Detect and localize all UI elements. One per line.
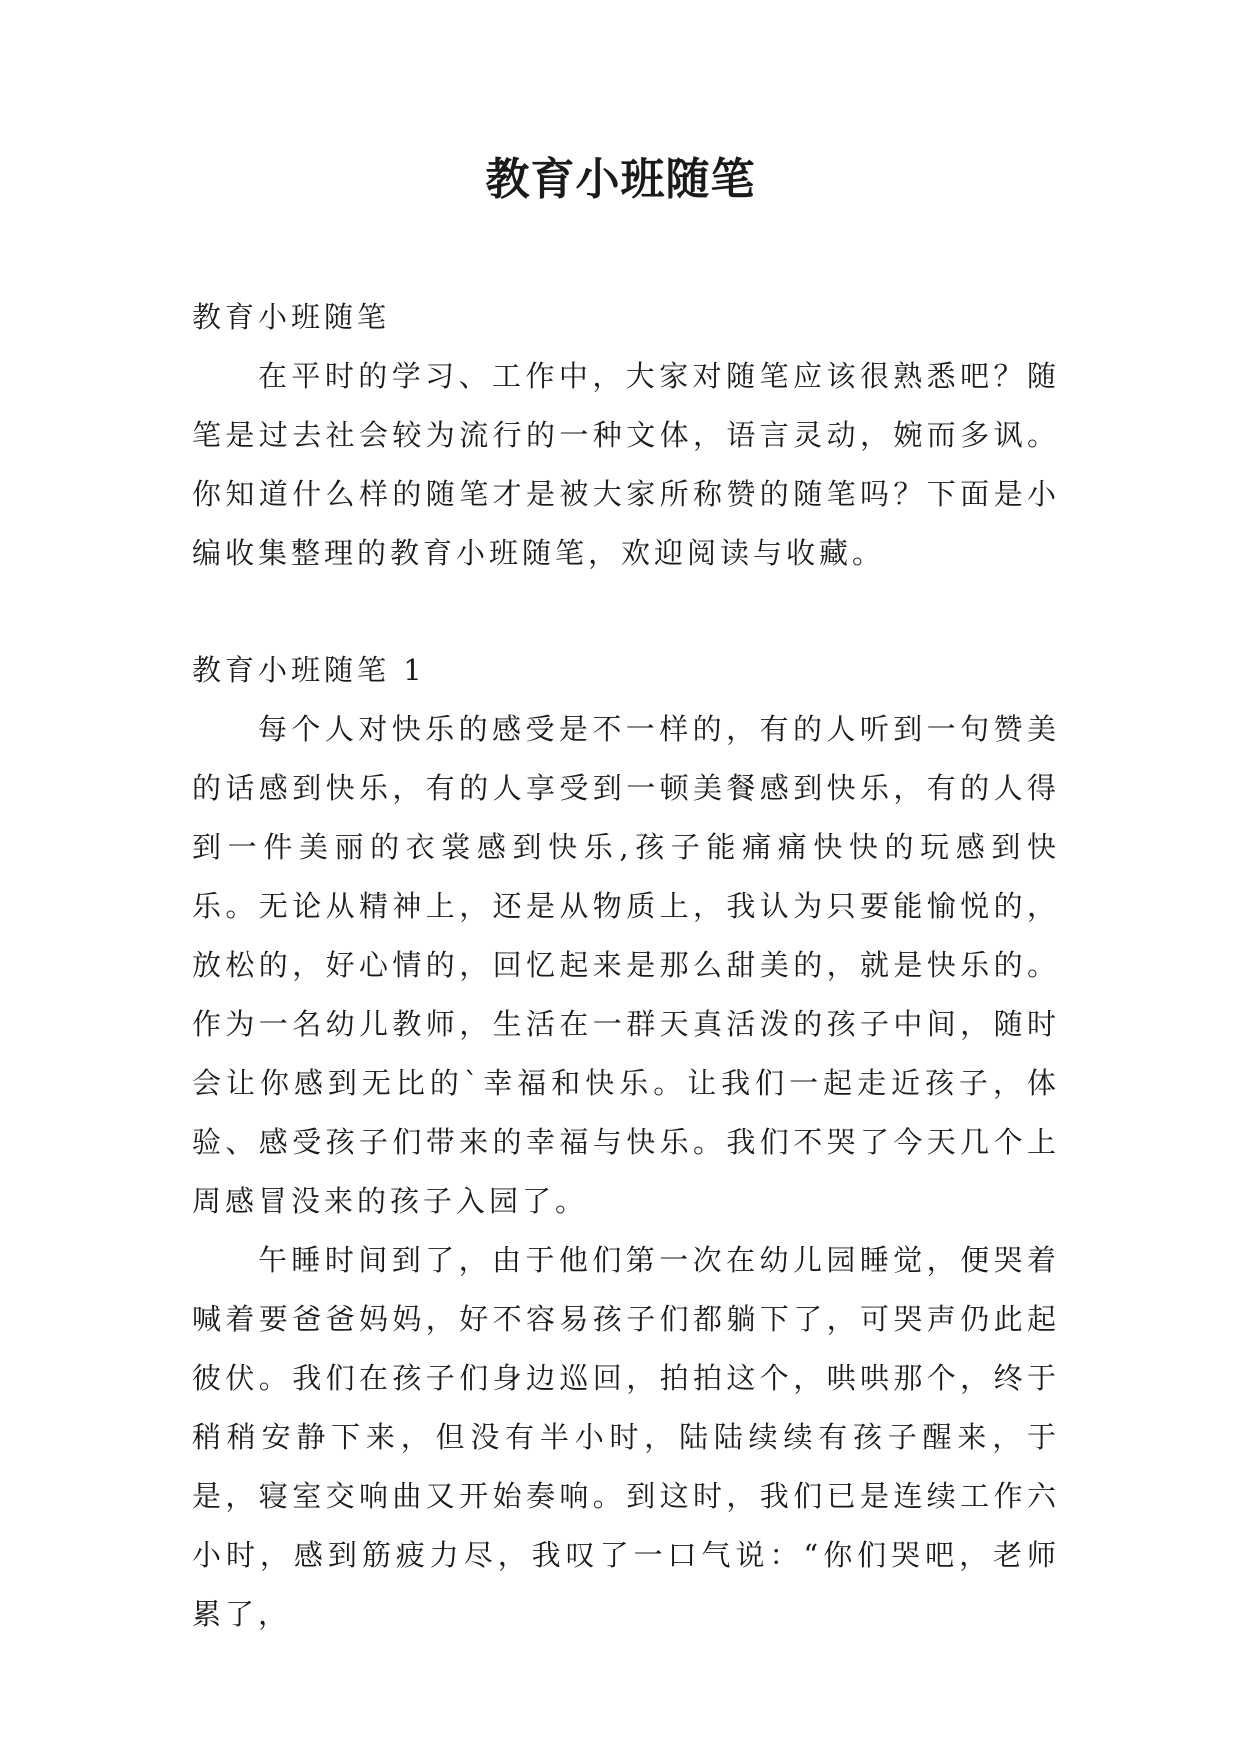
document-title: 教育小班随笔 bbox=[485, 154, 756, 205]
document-body bbox=[192, 288, 1060, 1644]
section-1-paragraph: 每个人对快乐的感受是不一样的，有的人听到一句赞美的话感到快乐，有的人享受到一顿美餐感到快乐，有的人得到一件美丽的衣裳感到快乐,孩子能痛痛快快的玩感到快乐。无论从精神上，还是从物质上，我认为只要能愉悦的，放松的，好心情的，回忆起来是那么甜美的，就是快乐的。作为一名幼儿教师，生活在一群天真活泼的孩子中间，随时会让你感到无比的`幸福和快乐。让我们一起走近孩子，体验、感受孩子们带来的幸福与快乐。我们不哭了今天几个上周感冒没来的孩子入园了。 bbox=[192, 712, 1060, 1218]
section-spacer bbox=[192, 583, 1060, 641]
section-1-paragraph: 午睡时间到了，由于他们第一次在幼儿园睡觉，便哭着喊着要爸爸妈妈，好不容易孩子们都躺下了，可哭声仍此起彼伏。我们在孩子们身边巡回，拍拍这个，哄哄那个，终于稍稍安静下来，但没有半小时，陆陆续续有孩子醒来，于是，寝室交响曲又开始奏响。到这时，我们已是连续工作六小时，感到筋疲力尽，我叹了一口气说：“你们哭吧，老师累了， bbox=[192, 1243, 1060, 1631]
intro-paragraph: 在平时的学习、工作中，大家对随笔应该很熟悉吧？随笔是过去社会较为流行的一种文体，语言灵动，婉而多讽。你知道什么样的随笔才是被大家所称赞的随笔吗？下面是小编收集整理的教育小班随笔，欢迎阅读与收藏。 bbox=[192, 359, 1060, 570]
intro-heading: 教育小班随笔 bbox=[192, 300, 391, 334]
section-1-heading: 教育小班随笔 1 bbox=[192, 653, 426, 687]
